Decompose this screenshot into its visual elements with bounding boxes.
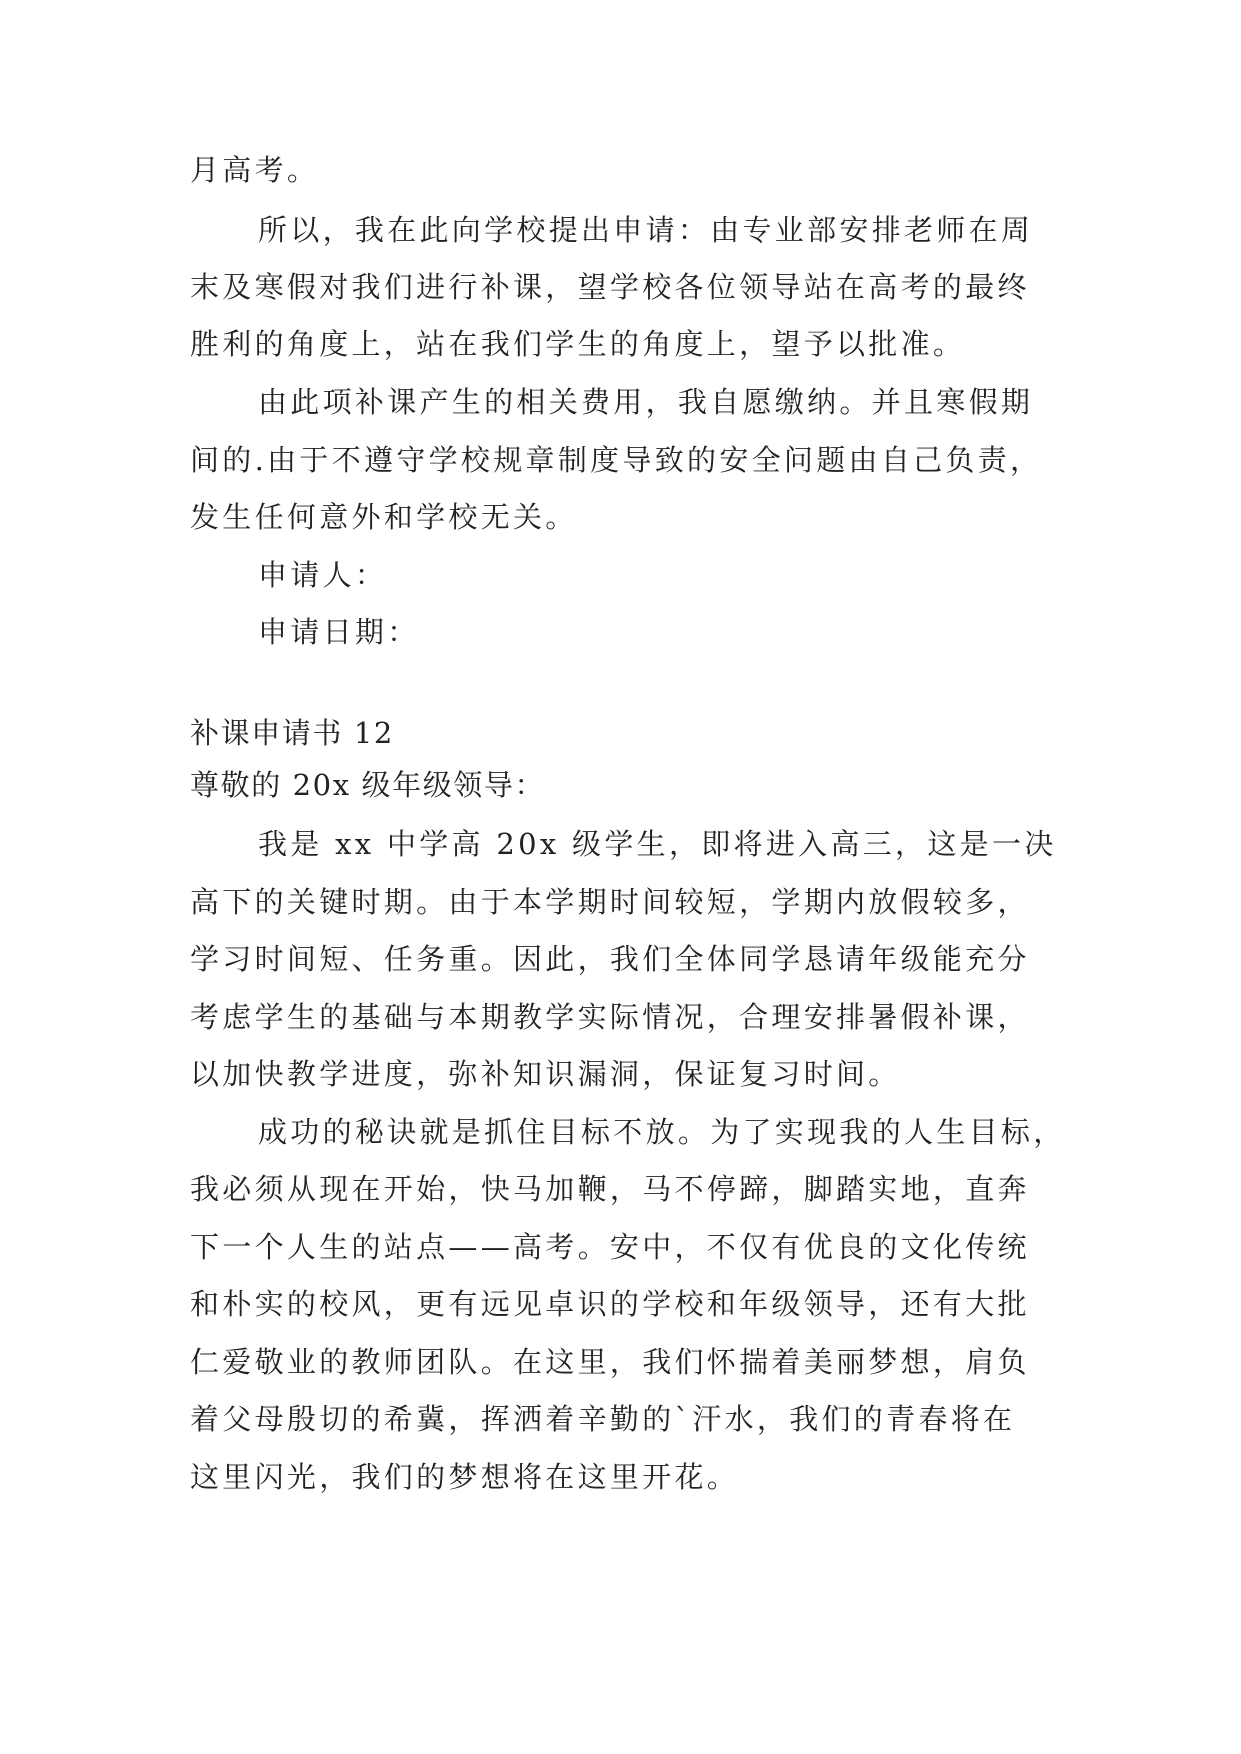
applicant-label: 申请人： bbox=[258, 558, 388, 592]
text-line: 下一个人生的站点——高考。安中，不仅有优良的文化传统 bbox=[190, 1230, 1030, 1264]
salutation: 尊敬的 20x 级年级领导： bbox=[190, 768, 546, 802]
text-line: 以加快教学进度，弥补知识漏洞，保证复习时间。 bbox=[190, 1057, 901, 1091]
text-line: 我必须从现在开始，快马加鞭，马不停蹄，脚踏实地，直奔 bbox=[190, 1172, 1030, 1206]
text-line: 仁爱敬业的教师团队。在这里，我们怀揣着美丽梦想，肩负 bbox=[190, 1345, 1030, 1379]
text-line: 由此项补课产生的相关费用，我自愿缴纳。并且寒假期 bbox=[258, 385, 1034, 419]
text-line: 这里闪光，我们的梦想将在这里开花。 bbox=[190, 1460, 740, 1494]
text-line: 和朴实的校风，更有远见卓识的学校和年级领导，还有大批 bbox=[190, 1287, 1030, 1321]
text-line: 着父母殷切的希冀，挥洒着辛勤的`汗水，我们的青春将在 bbox=[190, 1402, 1016, 1436]
text-line: 所以，我在此向学校提出申请：由专业部安排老师在周 bbox=[258, 213, 1034, 247]
text-line: 学习时间短、任务重。因此，我们全体同学恳请年级能充分 bbox=[190, 942, 1030, 976]
section-title: 补课申请书 12 bbox=[190, 716, 394, 750]
text-line: 高下的关键时期。由于本学期时间较短，学期内放假较多， bbox=[190, 885, 1030, 919]
text-line: 考虑学生的基础与本期教学实际情况，合理安排暑假补课， bbox=[190, 1000, 1030, 1034]
text-line: 间的.由于不遵守学校规章制度导致的安全问题由自己负责， bbox=[190, 443, 1043, 477]
text-line: 成功的秘诀就是抓住目标不放。为了实现我的人生目标， bbox=[258, 1115, 1066, 1149]
text-line: 末及寒假对我们进行补课，望学校各位领导站在高考的最终 bbox=[190, 270, 1030, 304]
text-line: 我是 xx 中学高 20x 级学生，即将进入高三，这是一决 bbox=[258, 827, 1057, 861]
text-line: 发生任何意外和学校无关。 bbox=[190, 500, 578, 534]
text-line: 月高考。 bbox=[190, 153, 320, 187]
date-label: 申请日期： bbox=[258, 615, 420, 649]
text-line: 胜利的角度上，站在我们学生的角度上，望予以批准。 bbox=[190, 327, 966, 361]
